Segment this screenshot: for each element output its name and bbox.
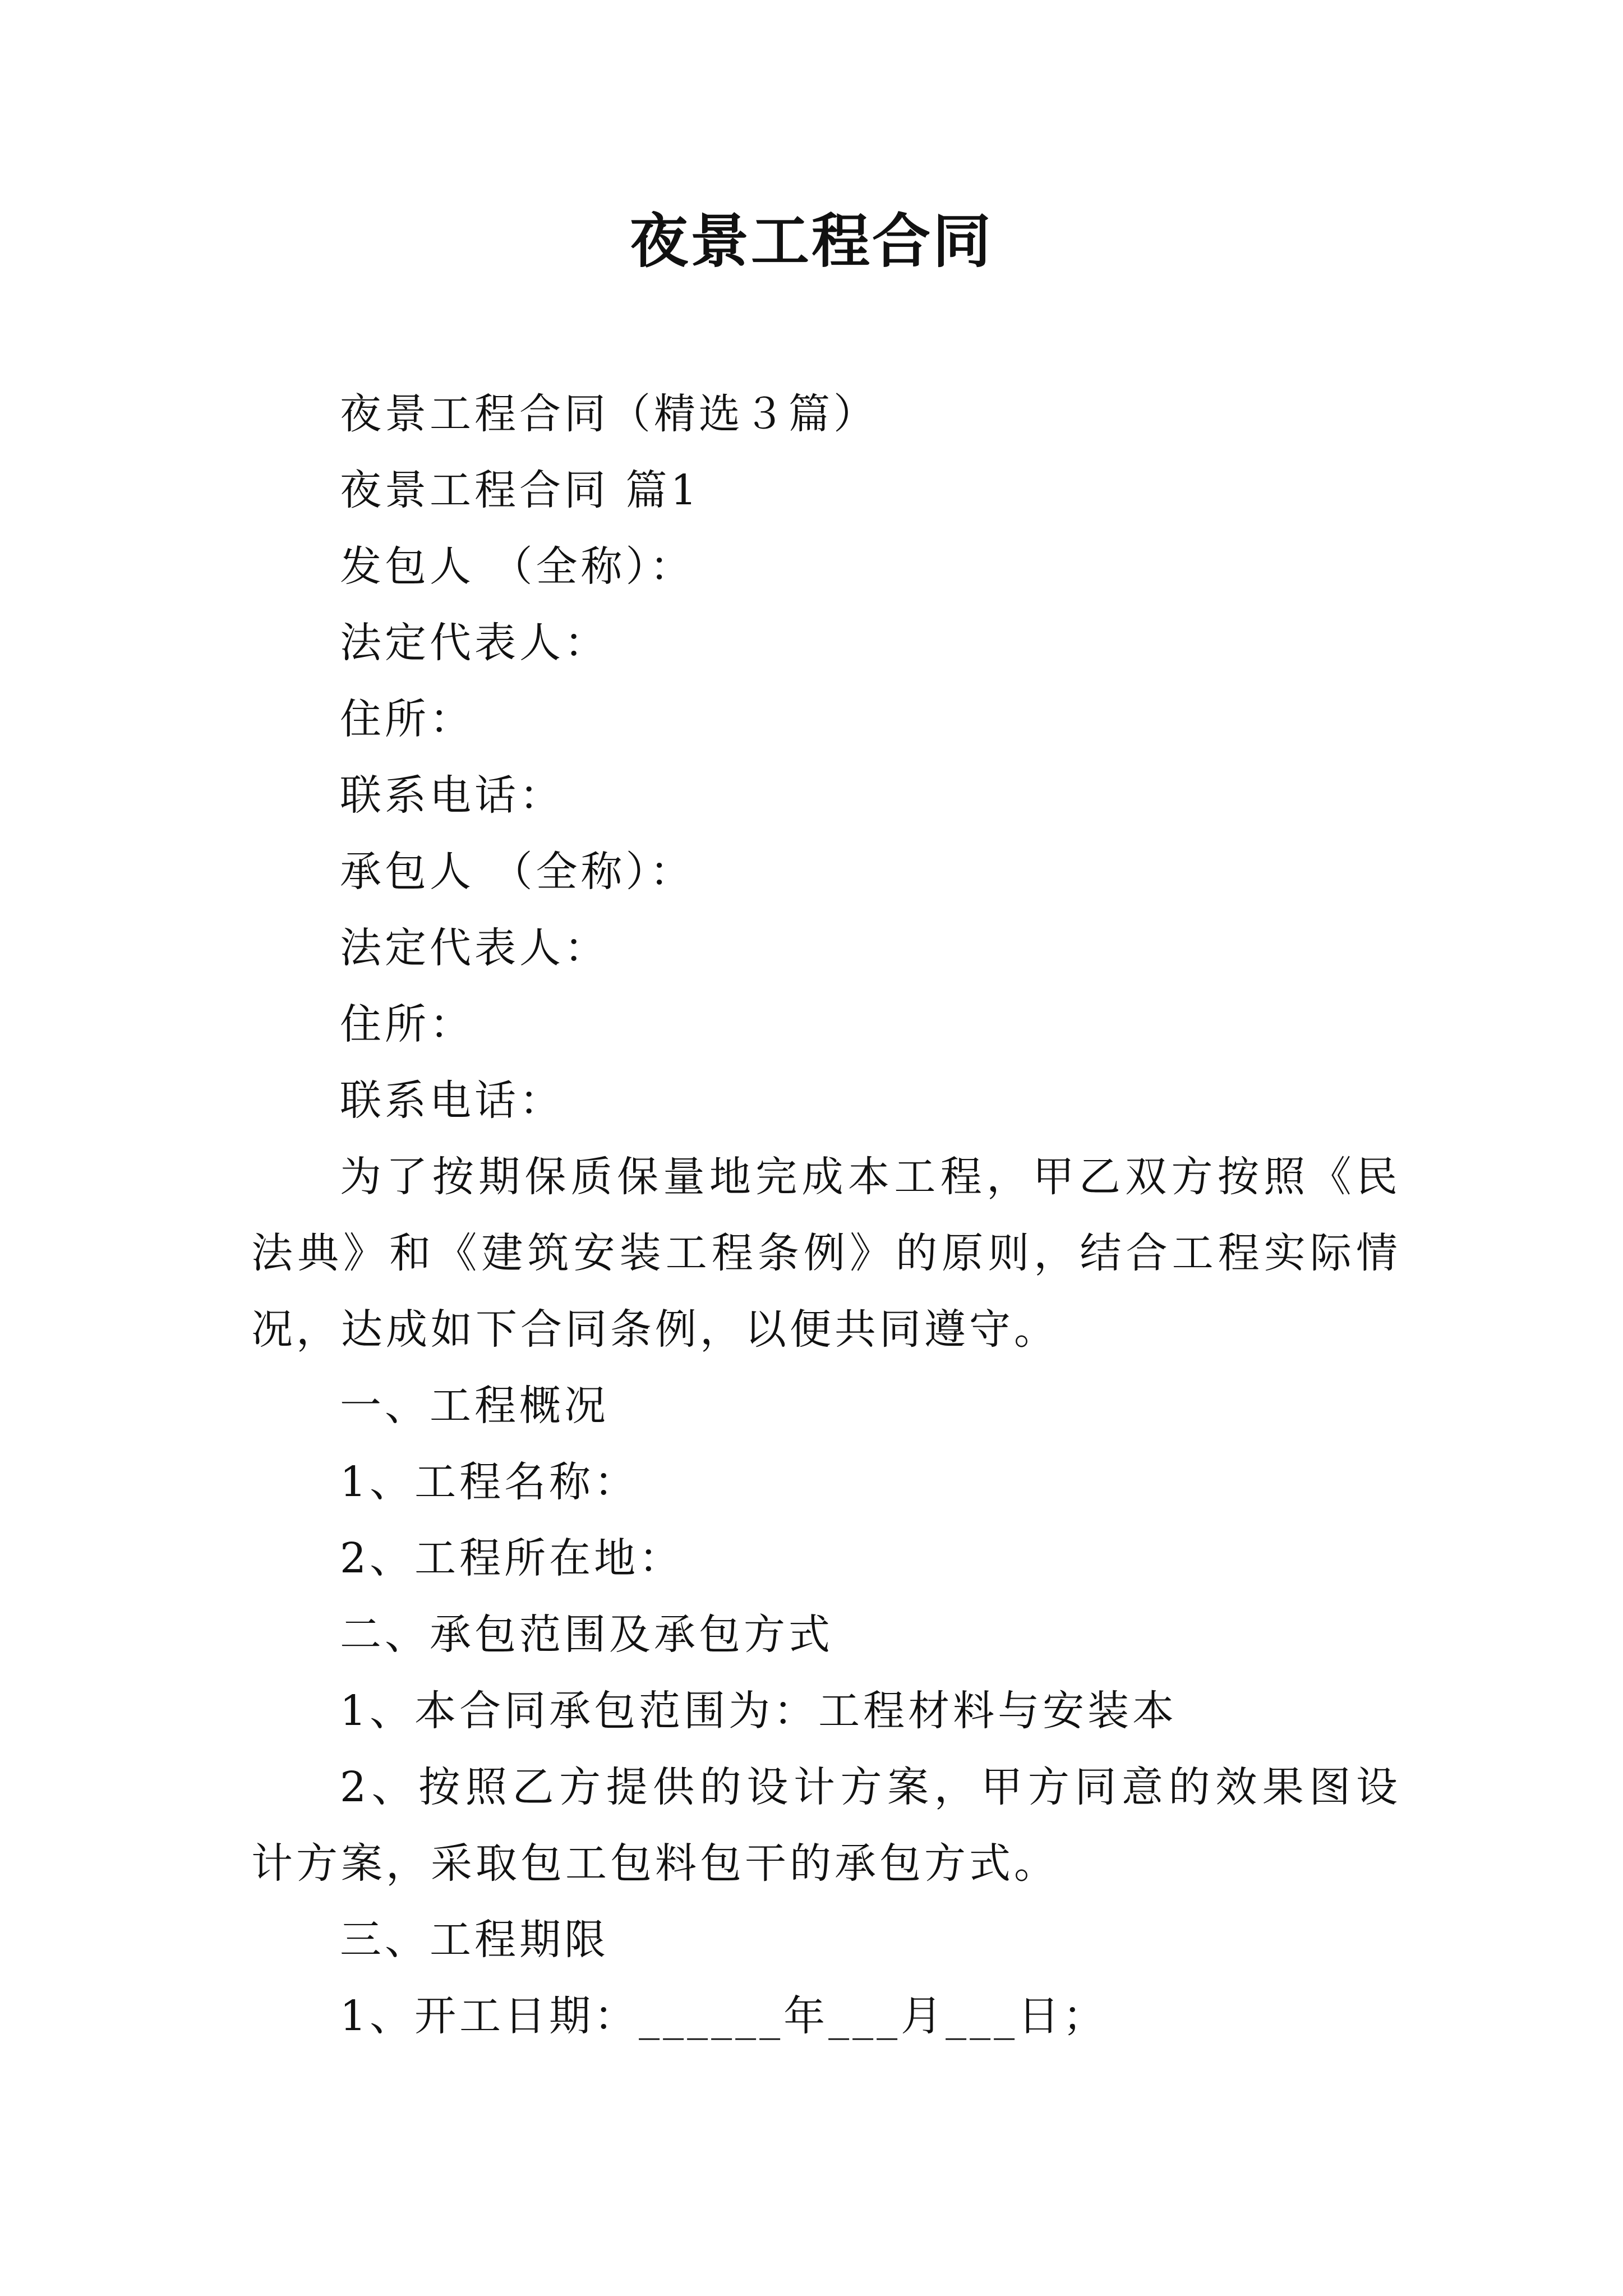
section-heading-term: 三、工程期限 [340,1916,609,1964]
paragraph-scope-2: 2、按照乙方提供的设计方案，甲方同意的效果图设计方案，采取包工包料包干的承包方式。 [251,1763,1401,1888]
section-heading-overview: 一、工程概况 [340,1382,609,1430]
paragraph-contractor-address: 住所： [340,1000,474,1048]
paragraph-start-date: 1、开工日期：______年___月___日； [340,1992,1108,2040]
paragraph-contractor-legal-rep: 法定代表人： [340,924,609,972]
paragraph-preamble: 为了按期保质保量地完成本工程，甲乙双方按照《民法典》和《建筑安装工程条例》的原则，结合工程实际情况，达成如下合同条例，以便共同遵守。 [251,1153,1401,1354]
paragraph-contractor-name: 承包人 （全称）： [340,848,695,896]
document-title: 夜景工程合同 [629,206,993,275]
paragraph-scope-1: 1、本合同承包范围为：工程材料与安装本 [340,1687,1178,1735]
paragraph-part-heading: 夜景工程合同 篇1 [340,466,700,514]
paragraph-employer-legal-rep: 法定代表人： [340,619,609,667]
paragraph-contractor-phone: 联系电话： [340,1076,564,1125]
paragraph-project-name: 1、工程名称： [340,1458,639,1506]
section-heading-scope: 二、承包范围及承包方式 [340,1611,833,1659]
document-body [251,376,1401,2054]
paragraph-project-location: 2、工程所在地： [340,1534,684,1582]
paragraph-subtitle: 夜景工程合同（精选３篇） [340,390,878,438]
paragraph-employer-address: 住所： [340,695,474,743]
paragraph-employer-name: 发包人 （全称）： [340,542,695,591]
paragraph-employer-phone: 联系电话： [340,771,564,820]
